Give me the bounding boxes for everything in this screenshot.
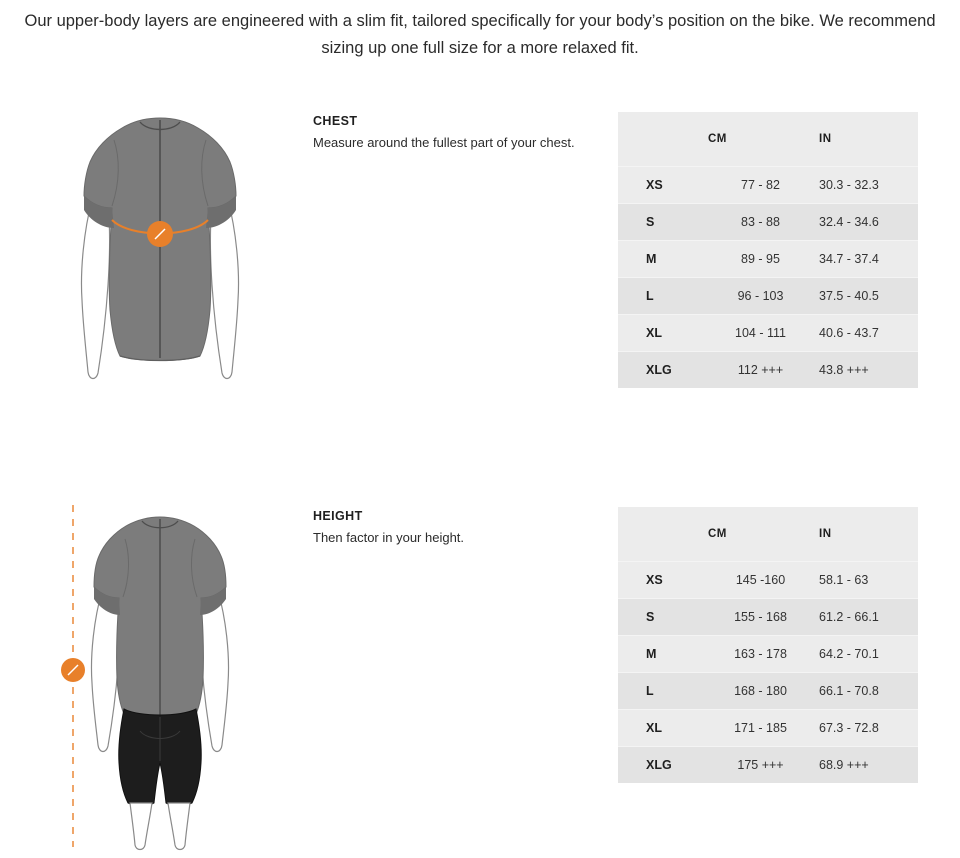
height-measurement-illustration — [40, 495, 280, 855]
table-header-row — [618, 112, 918, 166]
cell-in: 66.1 - 70.8 — [813, 672, 918, 709]
cell-cm: 145 -160 — [708, 561, 813, 598]
cell-cm: 83 - 88 — [708, 203, 813, 240]
cell-in: 64.2 - 70.1 — [813, 635, 918, 672]
table-row — [618, 709, 918, 746]
intro-paragraph: Our upper-body layers are engineered with a slim fit, tailored specifically for your body’s position on the bike. We recommend sizing up one full size for a more relaxed fit. — [24, 12, 936, 57]
cell-cm: 104 - 111 — [708, 314, 813, 351]
cell-cm: 175 +++ — [708, 746, 813, 783]
chest-size-table — [618, 112, 918, 388]
table-row — [618, 351, 918, 388]
table-row — [618, 746, 918, 783]
table-row — [618, 166, 918, 203]
chest-section-title: CHEST — [313, 114, 358, 128]
table-row — [618, 635, 918, 672]
table-row — [618, 561, 918, 598]
header-in: IN — [819, 527, 832, 540]
header-in: IN — [819, 132, 832, 145]
table-row — [618, 314, 918, 351]
cell-size: S — [618, 203, 708, 240]
cell-size: XL — [618, 314, 708, 351]
cell-size: XS — [618, 561, 708, 598]
table-row — [618, 277, 918, 314]
cell-size: XLG — [618, 351, 708, 388]
chest-measurement-illustration — [40, 100, 280, 460]
cell-cm: 77 - 82 — [708, 166, 813, 203]
cell-cm: 171 - 185 — [708, 709, 813, 746]
cell-cm: 155 - 168 — [708, 598, 813, 635]
cell-cm: 96 - 103 — [708, 277, 813, 314]
header-cm: CM — [708, 527, 727, 540]
height-text-block — [313, 509, 603, 547]
table-row — [618, 672, 918, 709]
cell-size: S — [618, 598, 708, 635]
cell-size: L — [618, 277, 708, 314]
header-size — [618, 507, 708, 561]
cell-in: 40.6 - 43.7 — [813, 314, 918, 351]
cell-in: 30.3 - 32.3 — [813, 166, 918, 203]
cell-in: 68.9 +++ — [813, 746, 918, 783]
cell-size: L — [618, 672, 708, 709]
chest-text-block — [313, 114, 603, 152]
table-row — [618, 240, 918, 277]
full-body-kit-figure-icon — [40, 495, 280, 855]
height-section-description: Then factor in your height. — [313, 530, 465, 545]
table-header-row — [618, 507, 918, 561]
cell-cm: 163 - 178 — [708, 635, 813, 672]
height-size-table — [618, 507, 918, 783]
chest-section-description: Measure around the fullest part of your chest. — [313, 135, 575, 150]
cell-in: 32.4 - 34.6 — [813, 203, 918, 240]
header-size — [618, 112, 708, 166]
table-row — [618, 203, 918, 240]
cell-in: 61.2 - 66.1 — [813, 598, 918, 635]
cell-in: 34.7 - 37.4 — [813, 240, 918, 277]
cell-size: M — [618, 635, 708, 672]
header-cm: CM — [708, 132, 727, 145]
cell-in: 67.3 - 72.8 — [813, 709, 918, 746]
cell-size: XLG — [618, 746, 708, 783]
cell-size: M — [618, 240, 708, 277]
height-section-title: HEIGHT — [313, 509, 363, 523]
jersey-torso-figure-icon — [40, 100, 280, 400]
cell-cm: 168 - 180 — [708, 672, 813, 709]
cell-in: 43.8 +++ — [813, 351, 918, 388]
cell-in: 37.5 - 40.5 — [813, 277, 918, 314]
cell-cm: 89 - 95 — [708, 240, 813, 277]
cell-in: 58.1 - 63 — [813, 561, 918, 598]
table-row — [618, 598, 918, 635]
cell-size: XL — [618, 709, 708, 746]
cell-cm: 112 +++ — [708, 351, 813, 388]
cell-size: XS — [618, 166, 708, 203]
